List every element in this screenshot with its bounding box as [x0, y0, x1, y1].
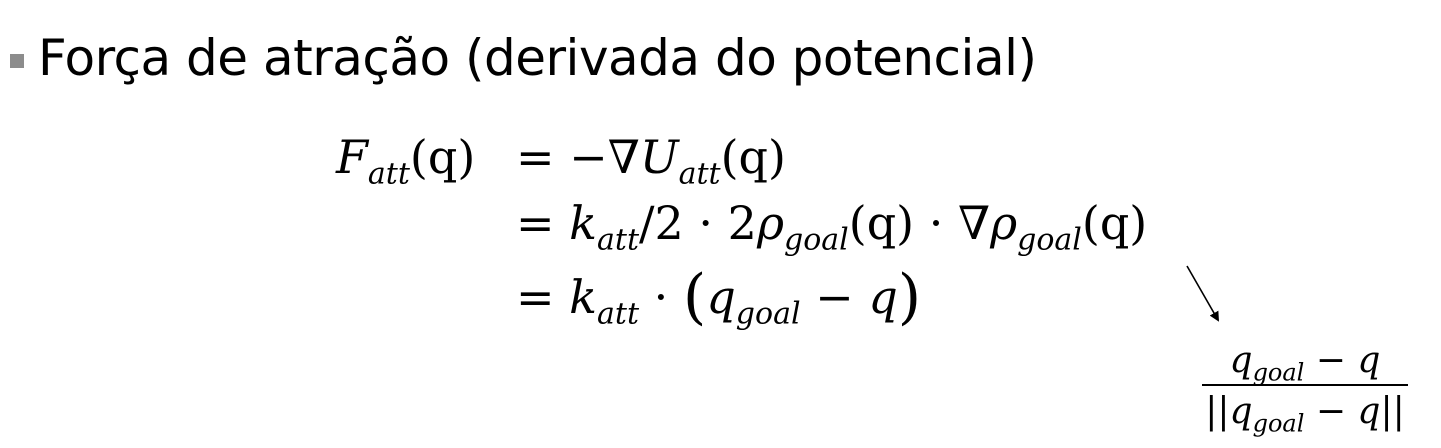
- denominator-subscript: goal: [1252, 409, 1305, 438]
- line2-rho2-symbol: ρ: [990, 196, 1018, 250]
- line3-q-symbol: q: [706, 270, 736, 324]
- line3-minus-q: − q: [800, 270, 898, 324]
- arrow-line: [1187, 266, 1218, 320]
- line2-rho-symbol: ρ: [756, 196, 784, 250]
- bullet-square-icon: [10, 54, 24, 68]
- line1-arg: (q): [720, 130, 786, 184]
- line2-rho-subscript: goal: [784, 222, 849, 258]
- line3-k-symbol: k: [569, 270, 598, 324]
- denominator-open: ||: [1205, 391, 1230, 432]
- line1-prefix: = −∇: [516, 130, 640, 184]
- line3-close-paren: ): [897, 262, 922, 332]
- line2-k-symbol: k: [569, 196, 598, 250]
- line2-middle: /2 · 2: [639, 196, 757, 250]
- lhs-subscript: att: [367, 156, 410, 192]
- line2-rho2-subscript: goal: [1017, 222, 1082, 258]
- line2-k-subscript: att: [597, 222, 640, 258]
- line1-subscript: att: [678, 156, 721, 192]
- line2-rho-arg: (q) · ∇: [848, 196, 991, 250]
- numerator-rest: − q: [1304, 340, 1381, 381]
- line3-q-subscript: goal: [735, 296, 801, 332]
- numerator-subscript: goal: [1252, 358, 1305, 387]
- line3-open-paren: (: [682, 262, 707, 332]
- lhs-arg: (q): [409, 130, 476, 184]
- line3-prefix: =: [516, 270, 570, 324]
- equation-line-2: [516, 196, 1148, 258]
- line2-prefix: =: [516, 196, 570, 250]
- equation-lhs: [336, 130, 476, 192]
- bullet-text: Força de atração (derivada do potencial): [38, 29, 1037, 87]
- normalized-direction-fraction: [1198, 338, 1412, 438]
- fraction-denominator: [1198, 386, 1412, 438]
- denominator-symbol: q: [1229, 391, 1253, 432]
- lhs-symbol: F: [336, 130, 368, 184]
- bullet-item: [10, 18, 1036, 98]
- denominator-rest: − q||: [1304, 391, 1405, 432]
- equation-line-3: [516, 262, 921, 332]
- equation-line-1: [516, 130, 786, 192]
- fraction-numerator: [1198, 338, 1412, 387]
- line3-k-subscript: att: [597, 296, 640, 332]
- line2-rho2-arg: (q): [1081, 196, 1148, 250]
- line1-symbol: U: [639, 130, 679, 184]
- line3-dot: ·: [639, 270, 683, 324]
- numerator-symbol: q: [1229, 340, 1253, 381]
